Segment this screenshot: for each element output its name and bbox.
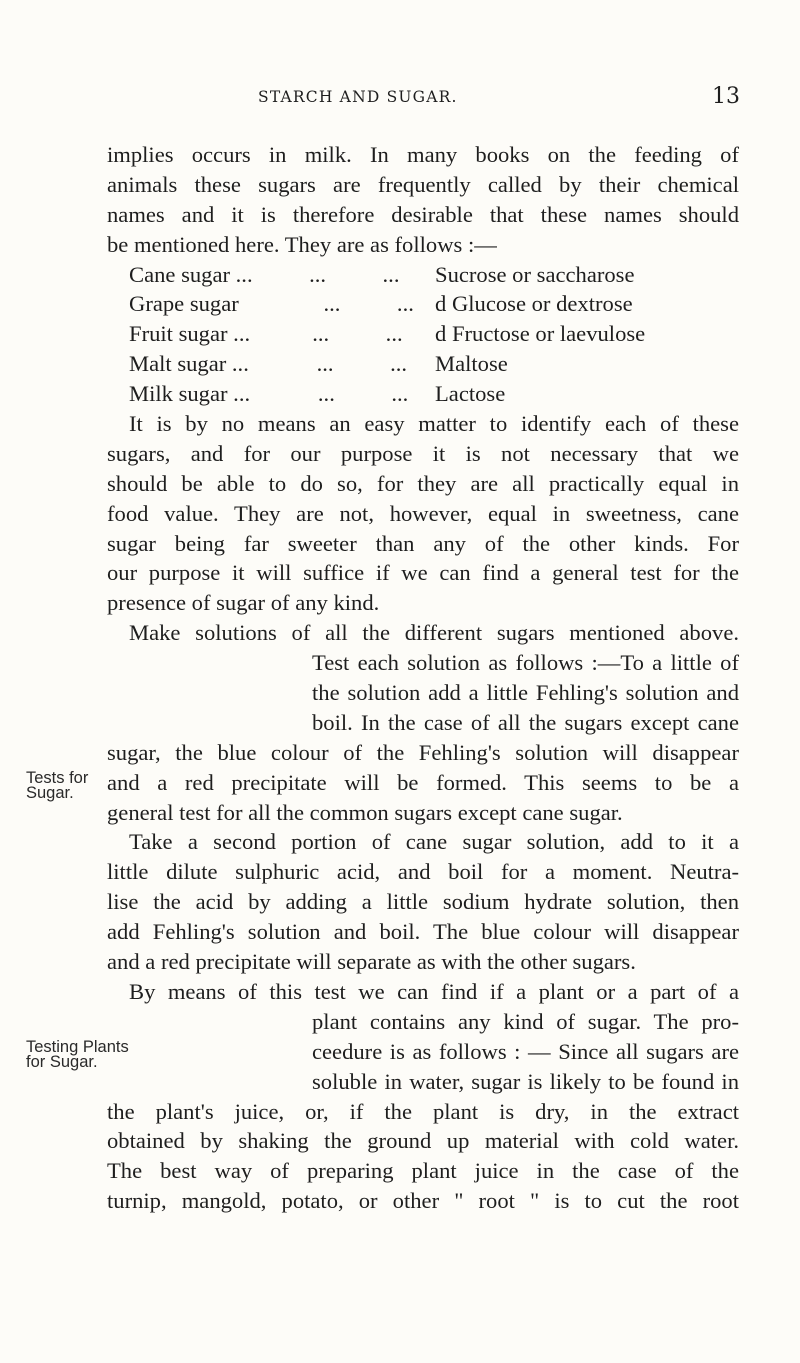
chemical-name: Sucrose or saccharose xyxy=(435,261,635,287)
margin-note-line: Testing Plants xyxy=(26,1038,129,1056)
text-line: lise the acid by adding a little sodium hydrate solution, then xyxy=(107,889,739,915)
text-line: obtained by shaking the ground up material with cold water. xyxy=(107,1128,739,1154)
text-line: and a red precipitate will separate as with the other sugars. xyxy=(107,949,636,975)
common-name: Milk sugar ... ... ... xyxy=(129,381,409,407)
text-line: Test each solution as follows :—To a little of xyxy=(312,650,739,676)
running-head: STARCH AND SUGAR. xyxy=(258,88,458,106)
text-line: general test for all the common sugars except cane sugar. xyxy=(107,799,623,825)
text-line: sugar being far sweeter than any of the other kinds. For xyxy=(107,530,739,556)
text-line: add Fehling's solution and boil. The blue colour will disappear xyxy=(107,919,739,945)
common-name: Fruit sugar ... ... ... xyxy=(129,321,403,347)
text-line: animals these sugars are frequently called by their chemical xyxy=(107,171,739,197)
text-line: our purpose it will suffice if we can find a general test for the xyxy=(107,560,739,586)
sugar-row xyxy=(107,289,739,319)
chemical-name: d Glucose or dextrose xyxy=(435,291,633,317)
margin-note-line: for Sugar. xyxy=(26,1053,98,1071)
text-line: the plant's juice, or, if the plant is dry, in the extract xyxy=(107,1098,739,1124)
chemical-name: Maltose xyxy=(435,351,508,377)
text-line: sugars, and for our purpose it is not necessary that we xyxy=(107,440,739,466)
text-line: sugar, the blue colour of the Fehling's solution will disappear xyxy=(107,739,739,765)
page-header xyxy=(0,84,800,114)
common-name: Grape sugar ... ... xyxy=(129,291,414,317)
text-line: Make solutions of all the different sugars mentioned above. xyxy=(129,620,739,646)
sugar-row xyxy=(107,319,739,349)
common-name: Malt sugar ... ... ... xyxy=(129,351,408,377)
sugar-row xyxy=(107,349,739,379)
margin-note-line: Tests for xyxy=(26,769,89,787)
text-line: implies occurs in milk. In many books on the feeding of xyxy=(107,142,739,167)
text-line: should be able to do so, for they are all practically equal in xyxy=(107,470,739,496)
sugar-row xyxy=(107,260,739,290)
sugar-row xyxy=(107,379,739,409)
margin-note-line: Sugar. xyxy=(26,784,74,802)
body-text xyxy=(107,140,739,1216)
text-line: It is by no means an easy matter to identify each of these xyxy=(129,411,739,437)
text-line: Take a second portion of cane sugar solution, add to it a xyxy=(129,829,739,855)
text-line: be mentioned here. They are as follows :— xyxy=(107,231,497,257)
text-line: food value. They are not, however, equal in sweetness, cane xyxy=(107,500,739,526)
page-number: 13 xyxy=(712,84,740,109)
text-line: presence of sugar of any kind. xyxy=(107,590,380,616)
text-line: soluble in water, sugar is likely to be found in xyxy=(312,1068,739,1094)
margin-note-tests-for-sugar xyxy=(26,771,88,801)
text-line: turnip, mangold, potato, or other " root " is to cut the root xyxy=(107,1188,739,1214)
common-name: Cane sugar ... ... ... xyxy=(129,261,400,287)
text-line: little dilute sulphuric acid, and boil for a moment. Neutra- xyxy=(107,859,739,885)
chemical-name: d Fructose or laevulose xyxy=(435,321,646,347)
text-line: ceedure is as follows : — Since all sugars are xyxy=(312,1038,739,1064)
text-line: names and it is therefore desirable that these names should xyxy=(107,201,739,227)
text-line: By means of this test we can find if a plant or a part of a xyxy=(129,978,739,1004)
text-line: The best way of preparing plant juice in the case of the xyxy=(107,1158,739,1184)
text-line: boil. In the case of all the sugars except cane xyxy=(312,709,739,735)
chemical-name: Lactose xyxy=(435,381,506,407)
text-line: plant contains any kind of sugar. The pro- xyxy=(312,1008,739,1034)
text-line: the solution add a little Fehling's solution and xyxy=(312,680,739,706)
text-line: and a red precipitate will be formed. This seems to be a xyxy=(107,769,739,795)
